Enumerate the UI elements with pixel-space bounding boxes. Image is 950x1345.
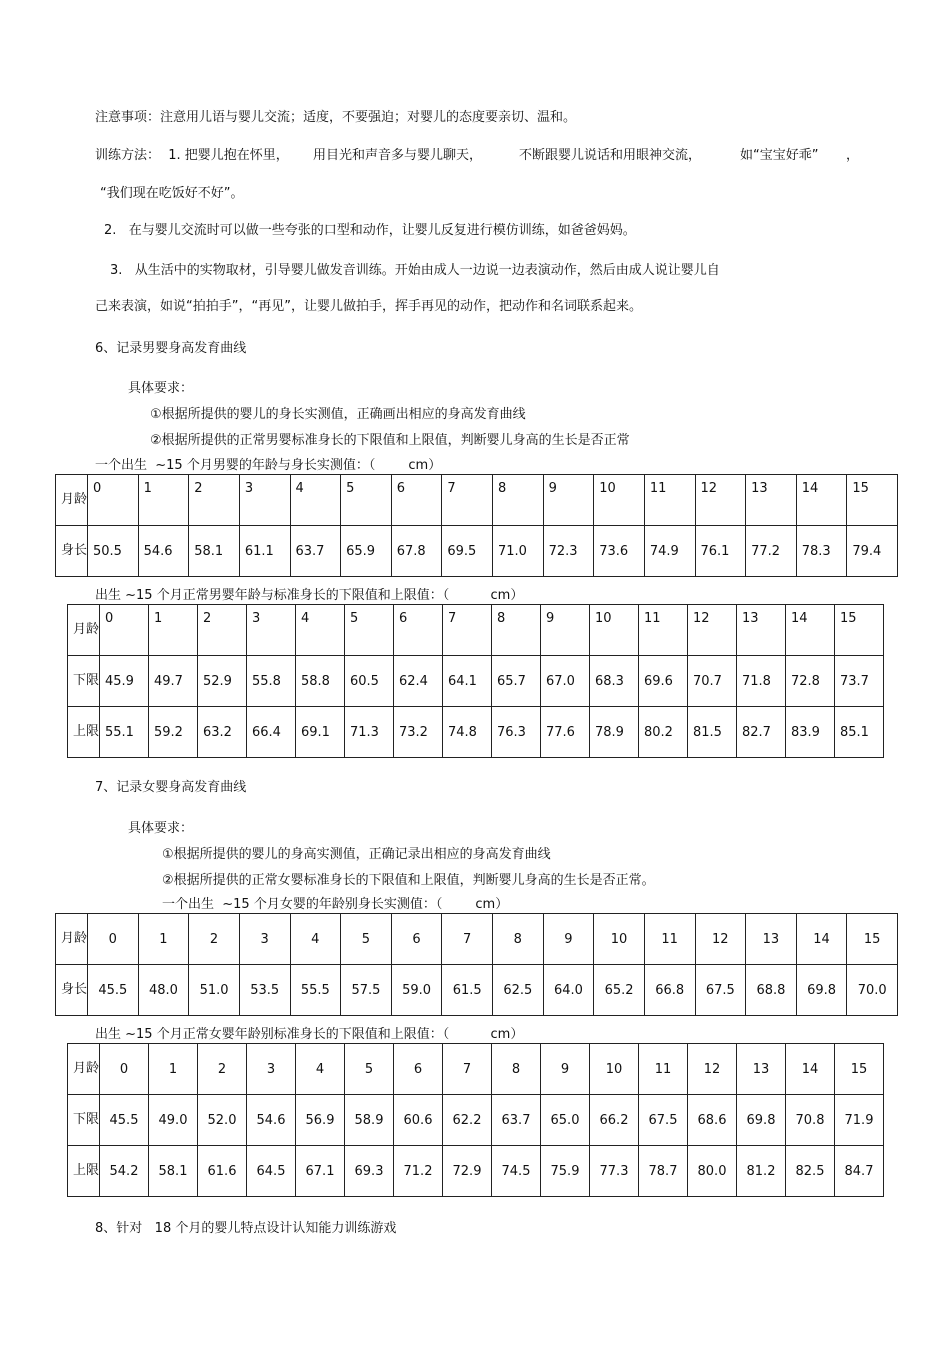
table-cell: 9 bbox=[541, 1044, 590, 1095]
table-cell: 81.2 bbox=[737, 1146, 786, 1197]
row-header-cell: 身长 bbox=[56, 526, 88, 577]
table-cell: 10 bbox=[594, 914, 645, 965]
table-cell: 73.6 bbox=[594, 526, 645, 577]
table-cell: 60.6 bbox=[394, 1095, 443, 1146]
table-cell: 65.2 bbox=[594, 965, 645, 1016]
table-row bbox=[56, 914, 898, 965]
section-7-req-1: ①根据所提供的婴儿的身高实测值，正确记录出相应的身高发育曲线 bbox=[162, 847, 551, 862]
table-cell: 58.9 bbox=[345, 1095, 394, 1146]
table-cell: 73.2 bbox=[394, 707, 443, 758]
table-cell: 13 bbox=[746, 475, 797, 526]
male-measured-table bbox=[55, 474, 898, 577]
table-cell: 80.0 bbox=[688, 1146, 737, 1197]
table-cell: 68.3 bbox=[590, 656, 639, 707]
table-cell: 7 bbox=[442, 475, 493, 526]
table-cell: 76.3 bbox=[492, 707, 541, 758]
table-cell: 3 bbox=[247, 1044, 296, 1095]
table-cell: 2 bbox=[198, 1044, 247, 1095]
table-cell: 6 bbox=[391, 475, 442, 526]
table-cell: 58.1 bbox=[149, 1146, 198, 1197]
table-cell: 51.0 bbox=[189, 965, 240, 1016]
table-cell: 2 bbox=[189, 475, 240, 526]
table-cell: 15 bbox=[835, 605, 884, 656]
table-cell: 12 bbox=[688, 1044, 737, 1095]
table-cell: 0 bbox=[100, 1044, 149, 1095]
table-cell: 64.0 bbox=[543, 965, 594, 1016]
table-cell: 57.5 bbox=[341, 965, 392, 1016]
table-cell: 4 bbox=[296, 1044, 345, 1095]
table-cell: 85.1 bbox=[835, 707, 884, 758]
table-cell: 67.5 bbox=[695, 965, 746, 1016]
table-cell: 71.8 bbox=[737, 656, 786, 707]
table-cell: 74.5 bbox=[492, 1146, 541, 1197]
table-cell: 56.9 bbox=[296, 1095, 345, 1146]
table-cell: 50.5 bbox=[88, 526, 139, 577]
table-cell: 9 bbox=[543, 475, 594, 526]
table-cell: 2 bbox=[189, 914, 240, 965]
table-cell: 77.2 bbox=[746, 526, 797, 577]
section-7-caption-1: 一个出生 ~15 个月女婴的年龄别身长实测值：（ cm） bbox=[162, 897, 509, 912]
table-cell: 45.5 bbox=[88, 965, 139, 1016]
table-row bbox=[68, 1095, 884, 1146]
table-cell: 52.9 bbox=[198, 656, 247, 707]
step-3: 3. 从生活中的实物取材，引导婴儿做发音训练。开始由成人一边说一边表演动作，然后由成人说让婴儿自 bbox=[110, 263, 720, 278]
table-cell: 11 bbox=[639, 1044, 688, 1095]
table-cell: 63.7 bbox=[492, 1095, 541, 1146]
table-cell: 13 bbox=[746, 914, 797, 965]
table-cell: 76.1 bbox=[695, 526, 746, 577]
table-cell: 72.8 bbox=[786, 656, 835, 707]
table-cell: 1 bbox=[138, 914, 189, 965]
table-cell: 3 bbox=[239, 914, 290, 965]
table-cell: 70.7 bbox=[688, 656, 737, 707]
table-cell: 69.3 bbox=[345, 1146, 394, 1197]
section-6-title: 6、记录男婴身高发育曲线 bbox=[95, 341, 247, 356]
table-cell: 5 bbox=[345, 1044, 394, 1095]
table-cell: 69.6 bbox=[639, 656, 688, 707]
table-cell: 6 bbox=[394, 1044, 443, 1095]
table-cell: 7 bbox=[442, 914, 493, 965]
section-7-title: 7、记录女婴身高发育曲线 bbox=[95, 780, 247, 795]
table-cell: 77.6 bbox=[541, 707, 590, 758]
table-cell: 8 bbox=[493, 914, 544, 965]
section-7-caption-2: 出生 ~15 个月正常女婴年龄别标准身长的下限值和上限值：（ cm） bbox=[95, 1027, 524, 1042]
table-cell: 78.7 bbox=[639, 1146, 688, 1197]
row-header-cell: 下限 bbox=[68, 656, 100, 707]
row-header-cell: 月龄 bbox=[56, 914, 88, 965]
table-cell: 58.1 bbox=[189, 526, 240, 577]
table-cell: 1 bbox=[138, 475, 189, 526]
table-cell: 11 bbox=[644, 914, 695, 965]
table-cell: 12 bbox=[695, 914, 746, 965]
table-cell: 71.2 bbox=[394, 1146, 443, 1197]
table-cell: 61.1 bbox=[239, 526, 290, 577]
table-cell: 67.5 bbox=[639, 1095, 688, 1146]
caution-text: 注意事项：注意用儿语与婴儿交流；适度，不要强迫；对婴儿的态度要亲切、温和。 bbox=[95, 110, 577, 125]
table-cell: 49.7 bbox=[149, 656, 198, 707]
table-cell: 69.5 bbox=[442, 526, 493, 577]
section-7-requirements: 具体要求： bbox=[128, 821, 194, 836]
table-cell: 15 bbox=[835, 1044, 884, 1095]
section-6-requirements: 具体要求： bbox=[128, 381, 194, 396]
table-cell: 79.4 bbox=[847, 526, 898, 577]
table-cell: 78.3 bbox=[796, 526, 847, 577]
section-6-req-2: ②根据所提供的正常男婴标准身长的下限值和上限值，判断婴儿身高的生长是否正常 bbox=[150, 433, 630, 448]
table-cell: 71.9 bbox=[835, 1095, 884, 1146]
table-cell: 15 bbox=[847, 914, 898, 965]
table-cell: 12 bbox=[688, 605, 737, 656]
table-cell: 62.5 bbox=[493, 965, 544, 1016]
table-row bbox=[68, 1146, 884, 1197]
table-cell: 11 bbox=[639, 605, 688, 656]
table-cell: 58.8 bbox=[296, 656, 345, 707]
table-row bbox=[56, 526, 898, 577]
row-header-cell: 上限 bbox=[68, 1146, 100, 1197]
table-cell: 74.8 bbox=[443, 707, 492, 758]
table-cell: 67.8 bbox=[391, 526, 442, 577]
method-part-b: 用目光和声音多与婴儿聊天， bbox=[313, 148, 483, 163]
table-cell: 10 bbox=[590, 605, 639, 656]
table-cell: 66.8 bbox=[644, 965, 695, 1016]
table-cell: 68.6 bbox=[688, 1095, 737, 1146]
table-cell: 66.2 bbox=[590, 1095, 639, 1146]
table-cell: 9 bbox=[541, 605, 590, 656]
table-cell: 55.5 bbox=[290, 965, 341, 1016]
table-cell: 1 bbox=[149, 1044, 198, 1095]
table-row bbox=[68, 656, 884, 707]
table-cell: 77.3 bbox=[590, 1146, 639, 1197]
table-cell: 64.5 bbox=[247, 1146, 296, 1197]
table-cell: 63.2 bbox=[198, 707, 247, 758]
table-cell: 5 bbox=[341, 475, 392, 526]
table-cell: 14 bbox=[796, 475, 847, 526]
table-cell: 10 bbox=[594, 475, 645, 526]
table-cell: 65.7 bbox=[492, 656, 541, 707]
section-8-title: 8、针对 18 个月的婴儿特点设计认知能力训练游戏 bbox=[95, 1221, 397, 1236]
section-6-req-1: ①根据所提供的婴儿的身长实测值，正确画出相应的身高发育曲线 bbox=[150, 407, 526, 422]
table-cell: 8 bbox=[493, 475, 544, 526]
table-cell: 2 bbox=[198, 605, 247, 656]
table-cell: 69.8 bbox=[737, 1095, 786, 1146]
table-cell: 14 bbox=[786, 1044, 835, 1095]
table-cell: 69.8 bbox=[796, 965, 847, 1016]
table-cell: 12 bbox=[695, 475, 746, 526]
table-cell: 62.2 bbox=[443, 1095, 492, 1146]
male-standard-table bbox=[67, 604, 884, 758]
table-cell: 13 bbox=[737, 1044, 786, 1095]
table-cell: 69.1 bbox=[296, 707, 345, 758]
row-header-cell: 下限 bbox=[68, 1095, 100, 1146]
method-part-e: ， bbox=[846, 148, 860, 163]
table-cell: 83.9 bbox=[786, 707, 835, 758]
table-cell: 66.4 bbox=[247, 707, 296, 758]
table-cell: 8 bbox=[492, 1044, 541, 1095]
table-cell: 8 bbox=[492, 605, 541, 656]
row-header-cell: 月龄 bbox=[68, 605, 100, 656]
row-header-cell: 上限 bbox=[68, 707, 100, 758]
section-6-caption-2: 出生 ~15 个月正常男婴年龄与标准身长的下限值和上限值：（ cm） bbox=[95, 588, 524, 603]
row-header-cell: 月龄 bbox=[56, 475, 88, 526]
table-cell: 13 bbox=[737, 605, 786, 656]
table-cell: 15 bbox=[847, 475, 898, 526]
table-cell: 82.7 bbox=[737, 707, 786, 758]
table-cell: 0 bbox=[88, 914, 139, 965]
table-cell: 6 bbox=[391, 914, 442, 965]
table-cell: 70.8 bbox=[786, 1095, 835, 1146]
table-cell: 4 bbox=[290, 914, 341, 965]
table-cell: 59.0 bbox=[391, 965, 442, 1016]
table-row bbox=[68, 605, 884, 656]
table-cell: 60.5 bbox=[345, 656, 394, 707]
table-cell: 4 bbox=[290, 475, 341, 526]
method-part-a: 训练方法： 1. 把婴儿抱在怀里， bbox=[95, 148, 289, 163]
step-3-continued: 己来表演，如说“拍拍手”，“再见”，让婴儿做拍手，挥手再见的动作，把动作和名词联系起来。 bbox=[95, 299, 642, 314]
table-cell: 45.5 bbox=[100, 1095, 149, 1146]
method-part-c: 不断跟婴儿说话和用眼神交流， bbox=[519, 148, 702, 163]
table-cell: 65.0 bbox=[541, 1095, 590, 1146]
table-cell: 54.6 bbox=[138, 526, 189, 577]
female-standard-table bbox=[67, 1043, 884, 1197]
table-cell: 1 bbox=[149, 605, 198, 656]
row-header-cell: 身长 bbox=[56, 965, 88, 1016]
table-cell: 75.9 bbox=[541, 1146, 590, 1197]
table-cell: 14 bbox=[786, 605, 835, 656]
table-cell: 55.8 bbox=[247, 656, 296, 707]
table-cell: 65.9 bbox=[341, 526, 392, 577]
table-cell: 74.9 bbox=[644, 526, 695, 577]
table-cell: 54.6 bbox=[247, 1095, 296, 1146]
table-cell: 64.1 bbox=[443, 656, 492, 707]
table-cell: 61.5 bbox=[442, 965, 493, 1016]
table-cell: 52.0 bbox=[198, 1095, 247, 1146]
section-6-caption-1: 一个出生 ~15 个月男婴的年龄与身长实测值：（ cm） bbox=[95, 458, 442, 473]
table-cell: 78.9 bbox=[590, 707, 639, 758]
table-cell: 71.3 bbox=[345, 707, 394, 758]
table-cell: 6 bbox=[394, 605, 443, 656]
table-cell: 10 bbox=[590, 1044, 639, 1095]
table-cell: 72.9 bbox=[443, 1146, 492, 1197]
table-cell: 5 bbox=[345, 605, 394, 656]
row-header-cell: 月龄 bbox=[68, 1044, 100, 1095]
method-continued: “我们现在吃饭好不好”。 bbox=[100, 186, 244, 201]
step-2: 2. 在与婴儿交流时可以做一些夸张的口型和动作，让婴儿反复进行模仿训练，如爸爸妈妈。 bbox=[104, 223, 636, 238]
table-cell: 14 bbox=[796, 914, 847, 965]
table-cell: 54.2 bbox=[100, 1146, 149, 1197]
table-cell: 63.7 bbox=[290, 526, 341, 577]
table-cell: 3 bbox=[239, 475, 290, 526]
table-cell: 48.0 bbox=[138, 965, 189, 1016]
table-row bbox=[56, 475, 898, 526]
table-cell: 72.3 bbox=[543, 526, 594, 577]
table-cell: 3 bbox=[247, 605, 296, 656]
table-cell: 80.2 bbox=[639, 707, 688, 758]
table-row bbox=[68, 1044, 884, 1095]
table-cell: 45.9 bbox=[100, 656, 149, 707]
section-7-req-2: ②根据所提供的正常女婴标准身长的下限值和上限值，判断婴儿身高的生长是否正常。 bbox=[162, 873, 655, 888]
table-cell: 70.0 bbox=[847, 965, 898, 1016]
table-cell: 0 bbox=[100, 605, 149, 656]
table-row bbox=[68, 707, 884, 758]
table-cell: 59.2 bbox=[149, 707, 198, 758]
table-row bbox=[56, 965, 898, 1016]
method-part-d: 如“宝宝好乖” bbox=[740, 148, 819, 163]
table-cell: 11 bbox=[644, 475, 695, 526]
table-cell: 7 bbox=[443, 1044, 492, 1095]
table-cell: 9 bbox=[543, 914, 594, 965]
female-measured-table bbox=[55, 913, 898, 1016]
table-cell: 61.6 bbox=[198, 1146, 247, 1197]
table-cell: 7 bbox=[443, 605, 492, 656]
table-cell: 84.7 bbox=[835, 1146, 884, 1197]
table-cell: 62.4 bbox=[394, 656, 443, 707]
table-cell: 71.0 bbox=[493, 526, 544, 577]
table-cell: 67.0 bbox=[541, 656, 590, 707]
table-cell: 4 bbox=[296, 605, 345, 656]
table-cell: 81.5 bbox=[688, 707, 737, 758]
table-cell: 73.7 bbox=[835, 656, 884, 707]
table-cell: 49.0 bbox=[149, 1095, 198, 1146]
table-cell: 53.5 bbox=[239, 965, 290, 1016]
table-cell: 68.8 bbox=[746, 965, 797, 1016]
table-cell: 67.1 bbox=[296, 1146, 345, 1197]
table-cell: 55.1 bbox=[100, 707, 149, 758]
table-cell: 82.5 bbox=[786, 1146, 835, 1197]
table-cell: 0 bbox=[88, 475, 139, 526]
table-cell: 5 bbox=[341, 914, 392, 965]
